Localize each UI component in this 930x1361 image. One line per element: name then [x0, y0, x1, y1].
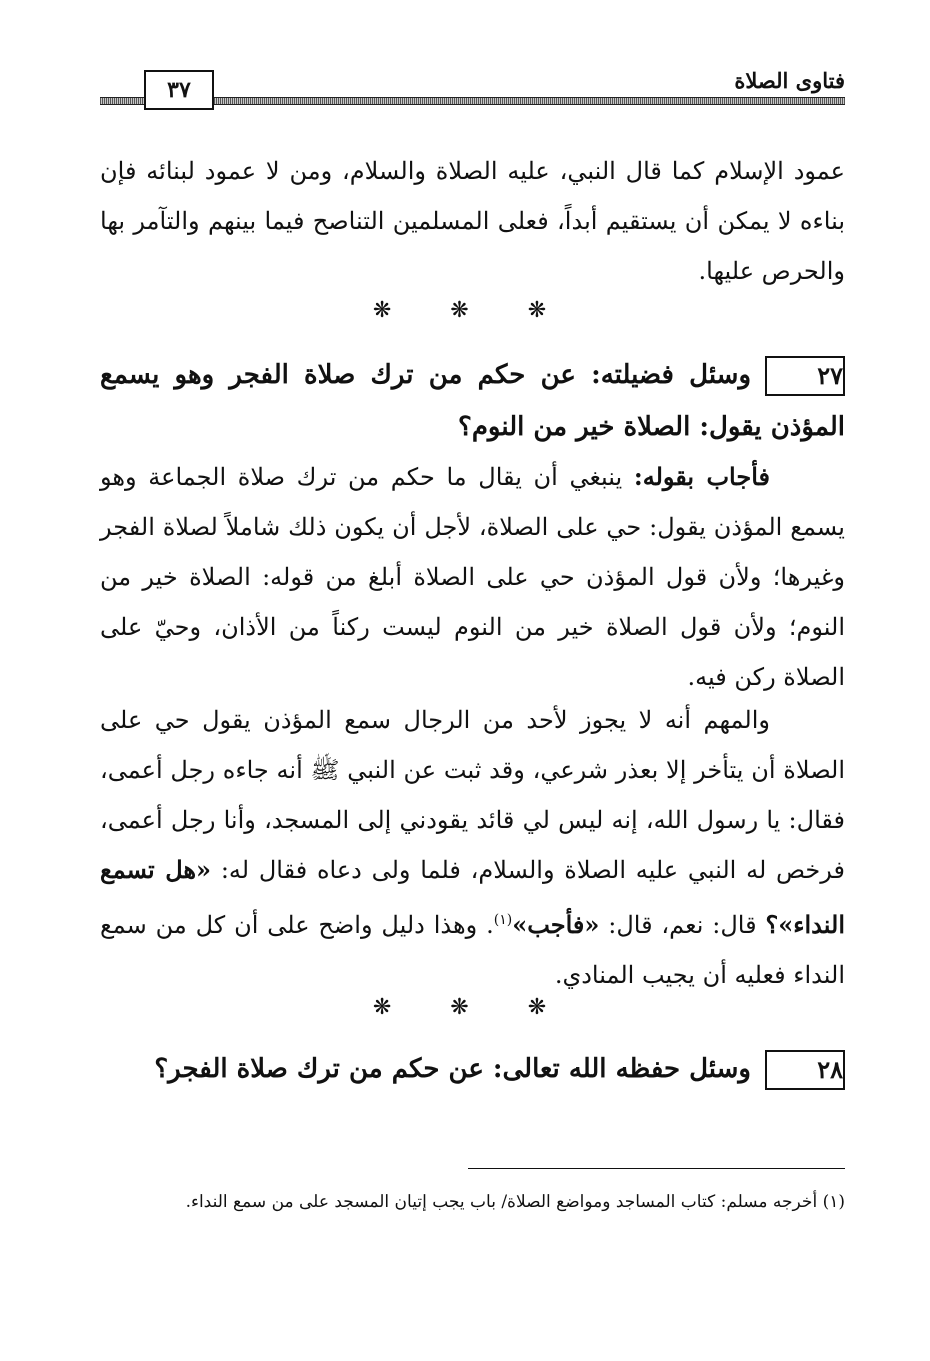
question-text: وسئل حفظه الله تعالى: عن حكم من ترك صلاة الفجر؟: [154, 1054, 751, 1084]
book-title: فتاوى الصلاة: [728, 68, 845, 94]
section-separator: ❋ ❋ ❋: [372, 995, 573, 1020]
page-number: ٣٧: [144, 70, 214, 110]
answer-text: ينبغي أن يقال ما حكم من ترك صلاة الجماعة وهو يسمع المؤذن يقول: حي على الصلاة، لأجل أن يكون ذلك شاملاً لصلاة الفجر وغيرها؛ ولأن قول المؤذن حي على الصلاة أبلغ من قوله: الصلاة خير من النوم؛ ولأن قول الصلاة خير من النوم ليست ركناً من الأذان، وحيّ على الصلاة ركن فيه.: [100, 463, 845, 691]
question-text: وسئل فضيلته: عن حكم من ترك صلاة الفجر وهو يسمع المؤذن يقول: الصلاة خير من النوم؟: [100, 360, 845, 442]
hadith-text-c: . وهذا دليل واضح على أن كل من سمع النداء فعليه أن يجيب المنادي.: [100, 911, 845, 989]
footnote: (١) أخرجه مسلم: كتاب المساجد ومواضع الصلاة/ باب يجب إتيان المسجد على من سمع النداء.: [185, 1192, 845, 1212]
running-header: [100, 68, 845, 114]
question-number-box: ٢٨: [765, 1050, 845, 1090]
answer-lead: فأجاب بقوله:: [633, 462, 770, 491]
paragraph-intro: عمود الإسلام كما قال النبي، عليه الصلاة والسلام، ومن لا عمود لبنائه فإن بناءه لا يمكن أن يستقيم أبداً، فعلى المسلمين التناصح فيما بينهم والتآمر بها والحرص عليها.: [100, 157, 845, 285]
hadith-text-b: قال: نعم، قال:: [608, 911, 757, 939]
question-number-box: ٢٧: [765, 356, 845, 396]
footnote-ref: (١): [493, 912, 513, 928]
answer-paragraph: [100, 452, 845, 702]
hadith-text-a: والمهم أنه لا يجوز لأحد من الرجال سمع المؤذن يقول حي على الصلاة أن يتأخر إلا بعذر شرعي، وقد ثبت عن النبي ﷺ أنه جاءه رجل أعمى، فقال: يا رسول الله، إنه ليس لي قائد يقودني إلى المسجد، وأنا رجل أعمى، فرخص له النبي عليه الصلاة والسلام، فلما ولى دعاه فقال له:: [100, 706, 846, 884]
section-separator: ❋ ❋ ❋: [372, 298, 573, 323]
hadith-quote-answer: «فأجب»: [512, 910, 600, 939]
hadith-paragraph: [100, 695, 845, 1000]
hadith-quote-question: «هل تسمع النداء»؟: [100, 855, 845, 939]
footnote-rule: [468, 1168, 845, 1169]
question-27: [100, 349, 845, 453]
question-28: [100, 1043, 845, 1095]
